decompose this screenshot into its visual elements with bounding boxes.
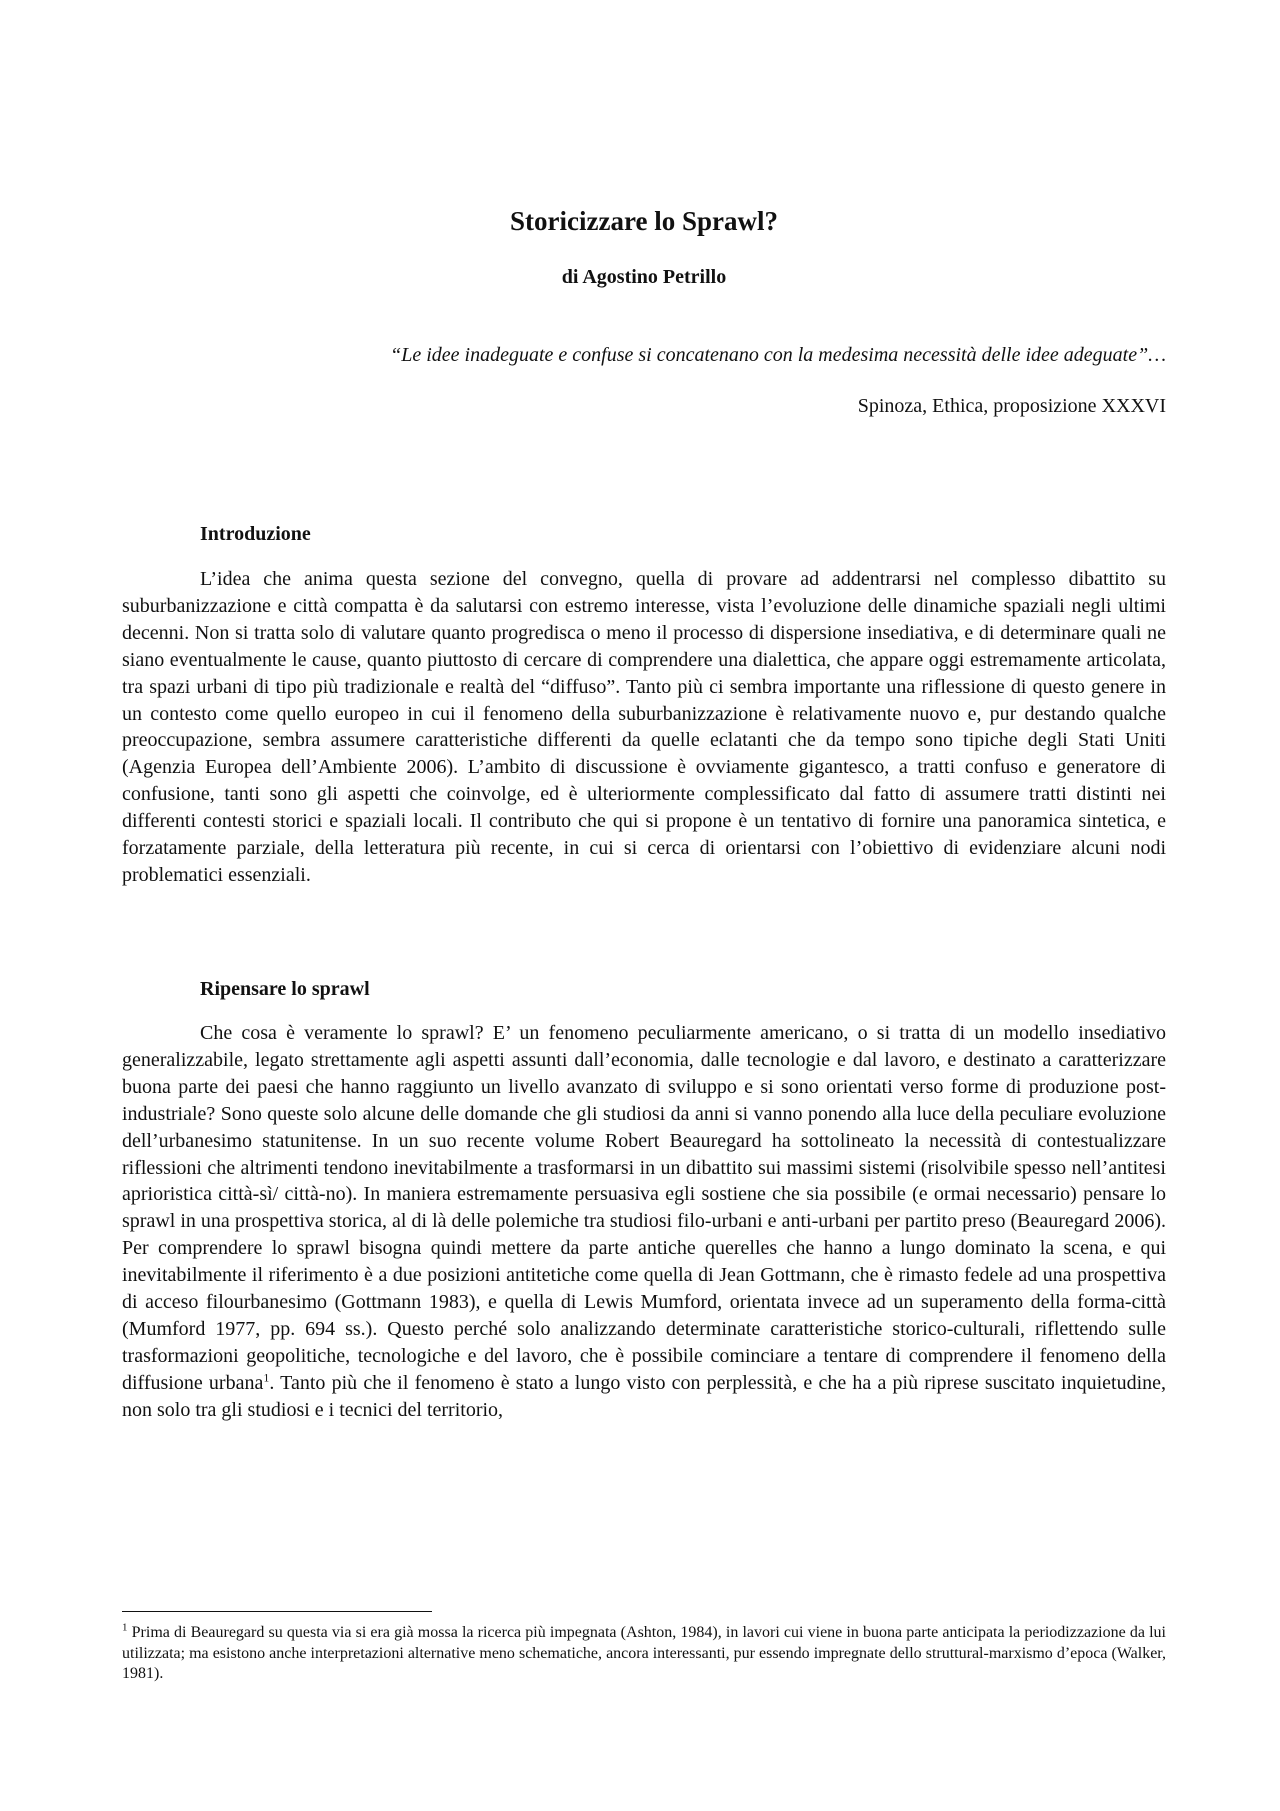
epigraph-quote: “Le idee inadeguate e confuse si concatenano con la medesima necessità delle idee adeguate”…: [390, 344, 1166, 366]
epigraph-source: Spinoza, Ethica, proposizione XXXVI: [857, 395, 1166, 417]
paragraph-ripensare: [122, 1020, 1166, 1424]
author-line: di Agostino Petrillo: [561, 266, 727, 288]
footnote-divider: [122, 1611, 432, 1612]
footnote-number: 1: [122, 1621, 128, 1634]
document-page: [122, 0, 1166, 1811]
footnote-text: Prima di Beauregard su questa via si era già mossa la ricerca più impegnata (Ashton, 1984), in lavori cui viene in buona parte anticipata la periodizzazione da lui utilizzata; ma esistono anche interpretazioni alternative meno schematiche, ancora interessanti, pur essendo impregnate dello struttural-marxismo d’epoca (Walker, 1981).: [122, 1624, 1166, 1682]
footnote-1: [122, 1623, 1166, 1685]
section-heading-ripensare: Ripensare lo sprawl: [200, 978, 370, 1000]
paper-title: Storicizzare lo Sprawl?: [510, 206, 778, 236]
paragraph-ripensare-cont: . Tanto più che il fenomeno è stato a lungo visto con perplessità, e che ha a più riprese suscitato inquietudine, non solo tra gli studiosi e i tecnici del territorio,: [122, 1371, 1167, 1421]
footnote-reference[interactable]: 1: [263, 1370, 270, 1385]
paragraph-ripensare-text: Che cosa è veramente lo sprawl? E’ un fenomeno peculiarmente americano, o si tratta di un modello insediativo generalizzabile, legato strettamente agli aspetti assunti dall’economia, dalle tecnologie e dal lavoro, e destinato a caratterizzare buona parte dei paesi che hanno raggiunto un livello avanzato di sviluppo e si sono orientati verso forme di produzione post-industriale? Sono queste solo alcune delle domande che gli studiosi da anni si vanno ponendo alla luce della peculiare evoluzione dell’urbanesimo statunitense. In un suo recente volume Robert Beauregard ha sottolineato la necessità di contestualizzare riflessioni che altrimenti tendono inevitabilmente a trasformarsi in un dibattito sui massimi sistemi (risolvibile spesso nell’antitesi aprioristica città-sì/ città-no). In maniera estremamente persuasiva egli sostiene che sia possibile (e ormai necessario) pensare lo sprawl in una prospettiva storica, al di là delle polemiche tra studiosi filo-urbani e anti-urbani per partito preso (Beauregard 2006). Per comprendere lo sprawl bisogna quindi mettere da parte antiche querelles che hanno a lungo dominato la scena, e qui inevitabilmente il riferimento è a due posizioni antitetiche come quella di Jean Gottmann, che è rimasto fedele ad una prospettiva di acceso filourbanesimo (Gottmann 1983), e quella di Lewis Mumford, orientata invece ad un superamento della forma-città (Mumford 1977, pp. 694 ss.). Questo perché solo analizzando determinate caratteristiche storico-culturali, riflettendo sulle trasformazioni geopolitiche, tecnologiche e del lavoro, che è possibile cominciare a tentare di comprendere il fenomeno della diffusione urbana: [122, 1022, 1166, 1394]
paragraph-introduzione: L’idea che anima questa sezione del convegno, quella di provare ad addentrarsi nel complesso dibattito su suburbanizzazione e città compatta è da salutarsi con estremo interesse, vista l’evoluzione delle dinamiche spaziali negli ultimi decenni. Non si tratta solo di valutare quanto progredisca o meno il processo di dispersione insediativa, e di determinare quali ne siano eventualmente le cause, quanto piuttosto di cercare di comprendere una dialettica, che appare oggi estremamente articolata, tra spazi urbani di tipo più tradizionale e realtà del “diffuso”. Tanto più ci sembra importante una riflessione di questo genere in un contesto come quello europeo in cui il fenomeno della suburbanizzazione è relativamente nuovo e, pur destando qualche preoccupazione, sembra assumere caratteristiche differenti da quelle eclatanti che da tempo sono tipiche degli Stati Uniti (Agenzia Europea dell’Ambiente 2006). L’ambito di discussione è ovviamente gigantesco, a tratti confuso e generatore di confusione, tanti sono gli aspetti che coinvolge, ed è ulteriormente complessificato dal fatto di assumere tratti distinti nei differenti contesti storici e spaziali locali. Il contributo che qui si propone è un tentativo di fornire una panoramica sintetica, e forzatamente parziale, della letteratura più recente, in cui si cerca di orientarsi con l’obiettivo di evidenziare alcuni nodi problematici essenziali.: [122, 568, 1166, 886]
section-heading-introduzione: Introduzione: [200, 523, 311, 545]
